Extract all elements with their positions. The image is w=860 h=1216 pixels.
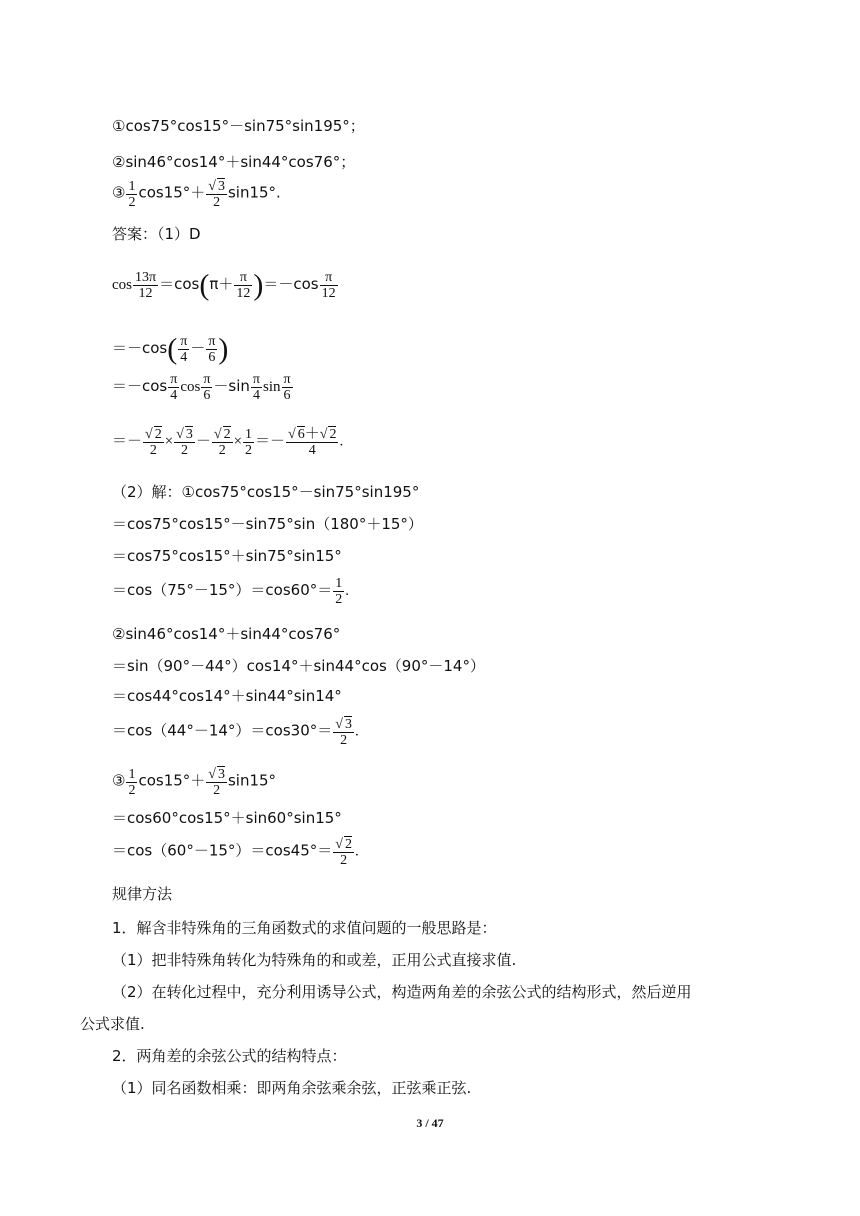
page-number: 3 / 47: [416, 1116, 444, 1130]
fraction: $\frac{\pi}{6}$: [208, 334, 216, 365]
formula-line: ＝－cos $\frac{\pi}{4}$ cos $\frac{\pi}{6}$ －sin $\frac{\pi}{4}$ sin $\frac{\pi}{6}$: [112, 372, 291, 403]
formula-line: cos $\frac{13\pi}{12}$ ＝cos(π＋ $\frac{\pi}{12}$ )＝－cos $\frac{\pi}{12}$: [112, 268, 336, 302]
text-line: ＝cos75°cos15°＋sin75°sin15°: [112, 547, 342, 565]
paragraph: 公式求值.: [80, 1015, 145, 1033]
text-line: [112, 152, 355, 173]
fraction: $\frac{\pi}{12}$: [321, 270, 336, 301]
paragraph: 2．两角差的余弦公式的结构特点：: [112, 1047, 347, 1065]
text-line: （2）解：①cos75°cos15°－sin75°sin195°: [112, 483, 420, 501]
text-line: [112, 116, 365, 137]
paragraph: （1）把非特殊角转化为特殊角的和或差，正用公式直接求值.: [112, 951, 517, 969]
fraction: $\frac{1}{2}$: [128, 178, 136, 210]
formula-line: ＝cos（75°－15°）＝cos60°＝ $\frac{1}{2}$ .: [112, 576, 349, 607]
problem-3: ③ $\frac{1}{2}$ cos15°＋ $\frac{√ 3}{2}$ sin15°.: [112, 178, 281, 210]
text-line: ＝sin（90°－44°）cos14°＋sin44°cos（90°－14°）: [112, 657, 485, 675]
problem-2: ②sin46°cos14°＋sin44°cos76°；: [112, 153, 356, 171]
text-line: ②sin46°cos14°＋sin44°cos76°: [112, 625, 341, 643]
paragraph: （2）在转化过程中，充分利用诱导公式，构造两角差的余弦公式的结构形式，然后逆用: [112, 983, 692, 1001]
answer-label: 答案：（1）D: [112, 225, 201, 243]
formula-line: ＝－ $\frac{√ 2}{2}$ × $\frac{√ 3}{2}$ － $\frac{√ 2}{2}$ × $\frac{1}{2}$ ＝－ $\frac{√ 6+√ 2}{4}$ .: [112, 424, 344, 458]
fraction: $\frac{\pi}{12}$: [236, 270, 251, 301]
fraction: $\frac{√ 3}{2}$: [208, 179, 225, 210]
problem-1: ①cos75°cos15°－sin75°sin195°；: [112, 117, 365, 135]
paragraph: （1）同名函数相乘：即两角余弦乘余弦，正弦乘正弦.: [112, 1079, 472, 1097]
text-line: ＝cos44°cos14°＋sin44°sin14°: [112, 687, 342, 705]
fraction: $\frac{13\pi}{12}$: [135, 270, 157, 301]
text-line: ＝cos60°cos15°＋sin60°sin15°: [112, 809, 342, 827]
formula-line: ＝cos（60°－15°）＝cos45°＝ $\frac{√ 2}{2}$ .: [112, 837, 359, 868]
formula-line: ③ $\frac{1}{2}$ cos15°＋ $\frac{√ 3}{2}$ sin15°: [112, 766, 277, 798]
fraction: $\frac{\pi}{4}$: [180, 334, 188, 365]
formula-line: ＝cos（44°－14°）＝cos30°＝ $\frac{√ 3}{2}$ .: [112, 717, 359, 748]
formula-line: ＝－cos( $\frac{\pi}{4}$ － $\frac{\pi}{6}$ ): [112, 332, 229, 366]
paragraph: 1．解含非特殊角的三角函数式的求值问题的一般思路是：: [112, 919, 497, 937]
section-heading: 规律方法: [112, 885, 173, 903]
text-line: ＝cos75°cos15°－sin75°sin（180°＋15°）: [112, 515, 423, 533]
